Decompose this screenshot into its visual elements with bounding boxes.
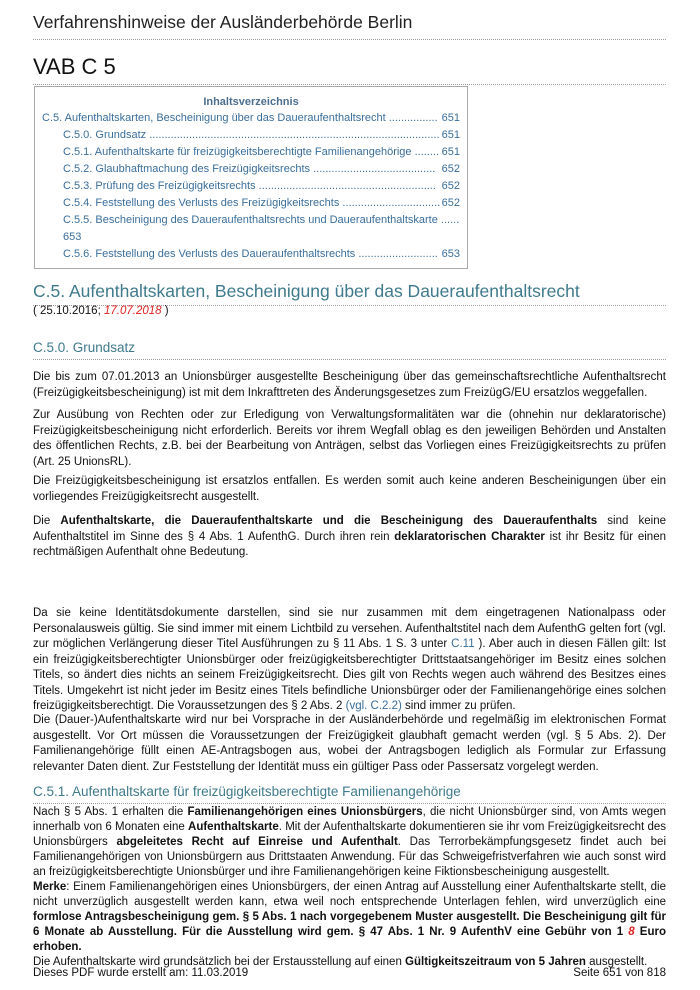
- paragraph: Die (Dauer-)Aufenthaltskarte wird nur bei Vorsprache in der Ausländerbehörde und regelmäßig im elektronischen Format ausgestellt. Vor Ort müssen die Voraussetzungen der Freizügigkeit glaubhaft gemacht werden (vgl. § 5 Abs. 2). Der Familienangehörige füllt einen AE-Antragsbogen aus, wobei der Antragsbogen lediglich als Formular zur Erfassung relevanter Daten dient. Zur Feststellung der Identität muss ein gültiger Pass oder Passersatz vorgelegt werden.: [33, 714, 666, 773]
- toc-entry[interactable]: C.5.5. Bescheinigung des Daueraufenthaltsrechts und Daueraufenthaltskarte ......: [63, 214, 460, 226]
- section-title: C.5. Aufenthaltskarten, Bescheinigung über das Daueraufenthaltsrecht: [33, 281, 666, 306]
- toc-entry[interactable]: C.5.3. Prüfung des Freizügigkeitsrechts .......................................................... 652: [63, 180, 460, 192]
- subsection-title-c50: C.5.0. Grundsatz: [33, 340, 666, 360]
- footer-created: Dieses PDF wurde erstellt am: 11.03.2019: [33, 967, 249, 979]
- toc-entry[interactable]: C.5.1. Aufenthaltskarte für freizügigkeitsberechtigte Familienangehörige ........ 651: [63, 146, 460, 158]
- paragraph: Die Aufenthaltskarte, die Daueraufenthaltskarte und die Bescheinigung des Daueraufenthalts sind keine Aufenthaltstitel im Sinne des § 4 Abs. 1 AufenthG. Durch ihren rein deklaratorischen Charakter ist ihr Besitz für einen rechtmäßigen Aufenthalt ohne Bedeutung.: [33, 515, 667, 558]
- paragraph: Die bis zum 07.01.2013 an Unionsbürger ausgestellte Bescheinigung über das gemeinschaftsrechtliche Aufenthaltsrecht (Freizügigkeitsbescheinigung) ist mit dem Inkrafttreten des Änderungsgesetzes zum FreizügG/EU ersatzlos weggefallen.: [33, 371, 666, 399]
- running-header: Verfahrenshinweise der Ausländerbehörde Berlin: [33, 12, 666, 40]
- table-of-contents: [34, 86, 468, 269]
- paragraph: Da sie keine Identitätsdokumente darstellen, sind sie nur zusammen mit dem eingetragenen Nationalpass oder Personalausweis gültig. Sie sind immer mit einem Lichtbild zu versehen. Aufenthaltstitel nach dem AufenthG gelten fort (vgl. zur möglichen Verlängerung dieser Titel Ausführungen zu § 11 Abs. 1 S. 3 unter C.11 ). Aber auch in diesen Fällen gilt: Ist ein freizügigkeitsberechtigter Unionsbürger oder freizügigkeitsberechtigter Drittstaatsangehöriger im Besitz eines solchen Titels, so ändert dies nichts an seinem Freizügigkeitsrecht. Dies gilt von Rechts wegen auch während des Besitzes eines Titels. Umgekehrt ist nicht jeder im Besitz eines Titels befindliche Unionsbürger oder der Familienangehörige eines solchen freizügigkeitsberechtigt. Die Voraussetzungen des § 2 Abs. 2 (vgl. C.2.2) sind immer zu prüfen.: [33, 607, 666, 712]
- paragraph: Die Freizügigkeitsbescheinigung ist ersatzlos entfallen. Es werden somit auch keine anderen Bescheinigungen über ein vorliegendes Freizügigkeitsrecht ausgestellt.: [33, 475, 666, 503]
- toc-entry[interactable]: C.5.0. Grundsatz ............................................................................................... 651: [63, 129, 460, 141]
- subsection-title-c51: C.5.1. Aufenthaltskarte für freizügigkeitsberechtigte Familienangehörige: [33, 784, 666, 804]
- toc-title: Inhaltsverzeichnis: [203, 96, 299, 108]
- link-c22[interactable]: (vgl. C.2.2): [345, 700, 402, 712]
- toc-entry[interactable]: C.5. Aufenthaltskarten, Bescheinigung über das Daueraufenthaltsrecht ................ 651: [42, 112, 460, 124]
- updated-date: 17.07.2018: [103, 305, 162, 317]
- toc-entry[interactable]: C.5.2. Glaubhaftmachung des Freizügigkeitsrechts ........................................ 652: [63, 163, 460, 175]
- page-footer: [33, 967, 666, 979]
- section-dates: ( 25.10.2016; 17.07.2018 ): [33, 305, 169, 317]
- paragraph: Zur Ausübung von Rechten oder zur Erledigung von Verwaltungsformalitäten war die (ohnehin nur deklaratorische) Freizügigkeitsbescheinigung nicht erforderlich. Bereits vor ihrem Wegfall oblag es den jeweiligen Behörden und Anstalten des öffentlichen Rechts, z.B. bei der Bearbeitung von Anträgen, selbst das Vorliegen eines Freizügigkeitsrechts zu prüfen (Art. 25 UnionsRL).: [33, 409, 666, 468]
- footer-page-number: Seite 651 von 818: [573, 967, 666, 979]
- toc-entry-page-wrap[interactable]: 653: [63, 231, 82, 243]
- toc-entry[interactable]: C.5.6. Feststellung des Verlusts des Daueraufenthaltsrechts .......................... 653: [63, 248, 460, 260]
- document-title: VAB C 5: [33, 54, 666, 85]
- link-c11[interactable]: C.11: [451, 638, 475, 650]
- toc-entry[interactable]: C.5.4. Feststellung des Verlusts des Freizügigkeitsrechts ................................ 652: [63, 197, 460, 209]
- paragraph: Nach § 5 Abs. 1 erhalten die Familienangehörigen eines Unionsbürgers, die nicht Unionsbürger sind, von Amts wegen innerhalb von 6 Monaten eine Aufenthaltskarte. Mit der Aufenthaltskarte dokumentieren sie ihr vom Freizügigkeitsrecht des Unionsbürgers abgeleitetes Recht auf Einreise und Aufenthalt. Das Terrorbekämpfungsgesetz findet auch bei Familienangehörigen von Unionsbürgern aus Drittstaaten Anwendung. Für das Schweigefristverfahren wie auch sonst wird an freizügigkeitsberechtigte Unionsbürger und ihre Familienangehörigen keine Fiktionsbescheinigung ausgestellt. Merke: Einem Familienangehörigen eines Unionsbürgers, der einen Antrag auf Ausstellung einer Aufenthaltskarte stellt, die nicht unverzüglich ausgestellt werden kann, etwa weil noch entsprechende Unterlagen fehlen, wird unverzüglich eine formlose Antragsbescheinigung gem. § 5 Abs. 1 nach vorgegebenem Muster ausgestellt. Die Bescheinigung gilt für 6 Monate ab Ausstellung. Für die Ausstellung wird gem. § 47 Abs. 1 Nr. 9 AufenthV eine Gebühr von 1 8 Euro erhoben. Die Aufenthaltskarte wird grundsätzlich bei der Erstausstellung auf einen Gültigkeitszeitraum von 5 Jahren ausgestellt.: [33, 806, 667, 968]
